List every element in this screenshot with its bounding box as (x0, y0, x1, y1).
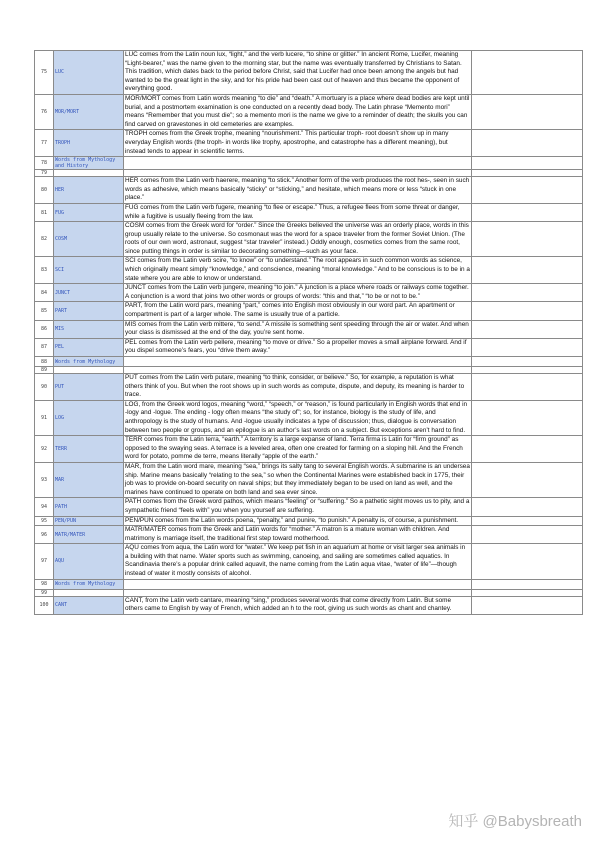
sheet-body (35, 51, 583, 615)
table-row (35, 284, 583, 302)
row-number[interactable]: 91 (35, 400, 54, 435)
description-cell[interactable]: SCI comes from the Latin verb scire, “to know” or “to understand.” The root appears in such common words as science, which originally meant simply “knowledge,” and conscience, meaning “moral knowledge.” And to be conscious is to be in a state where you are able to know or understand. (124, 257, 472, 284)
row-number[interactable]: 81 (35, 203, 54, 221)
root-cell[interactable]: PUT (54, 374, 124, 401)
root-cell[interactable] (54, 170, 124, 177)
empty-cell[interactable] (472, 284, 583, 302)
empty-cell[interactable] (472, 338, 583, 356)
row-number[interactable]: 100 (35, 596, 54, 614)
description-cell[interactable]: HER comes from the Latin verb haerere, meaning “to stick.” Another form of the verb produces the root hes-, seen in such words as adhesive, which means basically “sticky” or “sticking,” and hesitate, which means more or less “stuck in one place.” (124, 177, 472, 204)
root-cell[interactable]: COSM (54, 222, 124, 257)
description-cell[interactable]: LUC comes from the Latin noun lux, “light,” and the verb lucere, “to shine or glitter.” In ancient Rome, Lucifer, meaning “Light-bearer,” was the name given to the morning star, but the name was eventually transferred by Christians to Satan. This tradition, which dates back to the period before Christ, said that Lucifer had once been among the angels but had wanted to be the great light in the sky, and for his pride had been cast out of heaven and thus became the opponent of everything good. (124, 51, 472, 95)
table-row (35, 436, 583, 463)
root-cell[interactable]: LOG (54, 400, 124, 435)
row-number[interactable]: 84 (35, 284, 54, 302)
description-cell[interactable] (124, 170, 472, 177)
description-cell[interactable]: PUT comes from the Latin verb putare, meaning “to think, consider, or believe.” So, for example, a reputation is what others think of you. But when the root shows up in such words as compute, dispute, and deputy, its meaning is harder to trace. (124, 374, 472, 401)
row-number[interactable]: 77 (35, 130, 54, 157)
description-cell[interactable]: CANT, from the Latin verb cantare, meaning “sing,” produces several words that come directly from Latin. But some others came to English by way of French, which added an h to the root, giving us such words as chant and chantey. (124, 596, 472, 614)
row-number[interactable]: 88 (35, 357, 54, 367)
empty-cell[interactable] (472, 94, 583, 129)
empty-cell[interactable] (472, 596, 583, 614)
empty-cell[interactable] (472, 516, 583, 526)
empty-cell[interactable] (472, 462, 583, 497)
row-number[interactable]: 82 (35, 222, 54, 257)
empty-cell[interactable] (472, 400, 583, 435)
empty-cell[interactable] (472, 157, 583, 170)
empty-cell[interactable] (472, 203, 583, 221)
root-cell[interactable]: TERR (54, 436, 124, 463)
row-number[interactable]: 86 (35, 320, 54, 338)
table-row (35, 516, 583, 526)
row-number[interactable]: 92 (35, 436, 54, 463)
root-cell[interactable]: Words from Mythology (54, 579, 124, 589)
description-cell[interactable] (124, 357, 472, 367)
table-row (35, 462, 583, 497)
empty-cell[interactable] (472, 130, 583, 157)
root-cell[interactable]: PART (54, 302, 124, 320)
table-row (35, 338, 583, 356)
root-cell[interactable]: PEN/PUN (54, 516, 124, 526)
empty-cell[interactable] (472, 170, 583, 177)
table-row (35, 170, 583, 177)
root-cell[interactable]: CANT (54, 596, 124, 614)
table-row (35, 526, 583, 544)
row-number[interactable]: 79 (35, 170, 54, 177)
description-cell[interactable]: PEL comes from the Latin verb pellere, meaning “to move or drive.” So a propeller moves a small airplane forward. And if you dispel someone’s fears, you “drive them away.” (124, 338, 472, 356)
vocabulary-sheet (34, 50, 583, 615)
empty-cell[interactable] (472, 589, 583, 596)
description-cell[interactable]: MOR/MORT comes from Latin words meaning “to die” and “death.” A mortuary is a place where dead bodies are kept until burial, and a postmortem examination is one conducted on a recently dead body. The Latin phrase “Memento mori” means “Remember that you must die”; so a memento mori is the name we give to a reminder of death; the skulls you can find carved on gravestones in old cemeteries are examples. (124, 94, 472, 129)
root-cell[interactable]: SCI (54, 257, 124, 284)
description-cell[interactable]: TERR comes from the Latin terra, “earth.” A territory is a large expanse of land. Terra firma is Latin for “firm ground” as opposed to the swaying seas. A terrace is a leveled area, often one created for farming on a sloping hill. And the French word for potato, pomme de terre, means literally “apple of the earth.” (124, 436, 472, 463)
table-row (35, 589, 583, 596)
empty-cell[interactable] (472, 498, 583, 516)
description-cell[interactable]: PEN/PUN comes from the Latin words poena, “penalty,” and punire, “to punish.” A penalty is, of course, a punishment. (124, 516, 472, 526)
description-cell[interactable]: AQU comes from aqua, the Latin word for “water.” We keep pet fish in an aquarium at home or visit larger sea animals in a building with that name. Water sports such as swimming, canoeing, and sailing are sometimes called aquatics. In Scandinavia there’s a popular drink called aquavit, the name coming from the Latin aqua vitae, “water of life”—though instead of water it mostly consists of alcohol. (124, 544, 472, 579)
row-number[interactable]: 95 (35, 516, 54, 526)
description-cell[interactable]: MATR/MATER comes from the Greek and Latin words for “mother.” A matron is a mature woman with children. And matrimony is marriage itself, the traditional first step toward motherhood. (124, 526, 472, 544)
row-number[interactable]: 98 (35, 579, 54, 589)
description-cell[interactable]: MAR, from the Latin word mare, meaning “sea,” brings its salty tang to several English words. A submarine is an undersea ship. Marine means basically “relating to the sea,” so when the Continental Marines were established back in 1775, their job was to provide on-board security on naval ships; but they immediately began to be used on land as well, and the marines have continued to operate on both land and sea ever since. (124, 462, 472, 497)
root-cell[interactable] (54, 589, 124, 596)
description-cell[interactable]: FUG comes from the Latin verb fugere, meaning “to flee or escape.” Thus, a refugee flees from some threat or danger, while a fugitive is usually fleeing from the law. (124, 203, 472, 221)
table-row (35, 94, 583, 129)
description-cell[interactable] (124, 579, 472, 589)
root-cell[interactable]: MIS (54, 320, 124, 338)
row-number[interactable]: 75 (35, 51, 54, 95)
empty-cell[interactable] (472, 51, 583, 95)
table-row (35, 177, 583, 204)
root-cell[interactable]: Words from Mythology (54, 357, 124, 367)
table-row (35, 400, 583, 435)
table-row (35, 51, 583, 95)
row-number[interactable]: 78 (35, 157, 54, 170)
table-row (35, 320, 583, 338)
row-number[interactable]: 83 (35, 257, 54, 284)
table-row (35, 374, 583, 401)
empty-cell[interactable] (472, 257, 583, 284)
empty-cell[interactable] (472, 302, 583, 320)
empty-cell[interactable] (472, 222, 583, 257)
root-cell[interactable]: AQU (54, 544, 124, 579)
row-number[interactable]: 90 (35, 374, 54, 401)
description-cell[interactable]: MIS comes from the Latin verb mittere, “to send.” A missile is something sent speeding through the air or water. And when your class is dismissed at the end of the day, you’re sent home. (124, 320, 472, 338)
table-row (35, 357, 583, 367)
table-row (35, 498, 583, 516)
empty-cell[interactable] (472, 367, 583, 374)
root-cell[interactable]: MAR (54, 462, 124, 497)
description-cell[interactable] (124, 157, 472, 170)
description-cell[interactable] (124, 367, 472, 374)
row-number[interactable]: 89 (35, 367, 54, 374)
row-number[interactable]: 80 (35, 177, 54, 204)
root-cell[interactable]: TROPH (54, 130, 124, 157)
table-row (35, 203, 583, 221)
root-cell[interactable]: FUG (54, 203, 124, 221)
empty-cell[interactable] (472, 579, 583, 589)
table-row (35, 257, 583, 284)
root-cell[interactable]: PEL (54, 338, 124, 356)
description-cell[interactable]: TROPH comes from the Greek trophe, meaning “nourishment.” This particular troph- root doesn’t show up in many everyday English words (the troph- in words like trophy, apostrophe, and catastrophe has a different meaning), but instead tends to appear in scientific terms. (124, 130, 472, 157)
empty-cell[interactable] (472, 177, 583, 204)
root-cell[interactable]: LUC (54, 51, 124, 95)
watermark: 知乎 @Babysbreath (448, 813, 582, 830)
root-cell[interactable]: HER (54, 177, 124, 204)
root-cell[interactable]: JUNCT (54, 284, 124, 302)
empty-cell[interactable] (472, 526, 583, 544)
description-cell[interactable]: PART, from the Latin word pars, meaning “part,” comes into English most obviously in our word part. An apartment or compartment is part of a larger whole. The same is usually true of a particle. (124, 302, 472, 320)
description-cell[interactable]: JUNCT comes from the Latin verb jungere, meaning “to join.” A junction is a place where roads or railways come together. A conjunction is a word that joins two other words or groups of words: “this and that,” “to be or not to be.” (124, 284, 472, 302)
root-cell[interactable]: MATR/MATER (54, 526, 124, 544)
table-row (35, 367, 583, 374)
root-cell[interactable]: Words from Mythology and History (54, 157, 124, 170)
description-cell[interactable]: COSM comes from the Greek word for “order.” Since the Greeks believed the universe was an orderly place, words in this group usually relate to the universe. So cosmonaut was the word for a space traveler from the former Soviet Union. (The roots of our own word, astronaut, suggest “star traveler” instead.) Oddly enough, cosmetics comes from the same root, since putting things in order is similar to decorating something—such as your face. (124, 222, 472, 257)
root-cell[interactable] (54, 367, 124, 374)
description-cell[interactable]: PATH comes from the Greek word pathos, which means “feeling” or “suffering.” So a pathetic sight moves us to pity, and a sympathetic friend “feels with” you when you yourself are suffering. (124, 498, 472, 516)
row-number[interactable]: 94 (35, 498, 54, 516)
table-row (35, 130, 583, 157)
table-row (35, 302, 583, 320)
description-cell[interactable]: LOG, from the Greek word logos, meaning “word,” “speech,” or “reason,” is found particularly in English words that end in -logy and -logue. The ending - logy often means “the study of”; so, for instance, biology is the study of life, and anthropology is the study of humans. And -logue usually indicates a type of discussion; thus, dialogue is conversation between two people or groups, and an epilogue is an author’s last words on a subject. But exceptions aren’t hard to find. (124, 400, 472, 435)
row-number[interactable]: 87 (35, 338, 54, 356)
empty-cell[interactable] (472, 544, 583, 579)
row-number[interactable]: 93 (35, 462, 54, 497)
empty-cell[interactable] (472, 436, 583, 463)
row-number[interactable]: 99 (35, 589, 54, 596)
empty-cell[interactable] (472, 320, 583, 338)
empty-cell[interactable] (472, 374, 583, 401)
row-number[interactable]: 97 (35, 544, 54, 579)
table-row (35, 157, 583, 170)
description-cell[interactable] (124, 589, 472, 596)
empty-cell[interactable] (472, 357, 583, 367)
table-row (35, 596, 583, 614)
table-row (35, 544, 583, 579)
row-number[interactable]: 76 (35, 94, 54, 129)
root-cell[interactable]: MOR/MORT (54, 94, 124, 129)
row-number[interactable]: 85 (35, 302, 54, 320)
row-number[interactable]: 96 (35, 526, 54, 544)
table-row (35, 222, 583, 257)
table-row (35, 579, 583, 589)
root-cell[interactable]: PATH (54, 498, 124, 516)
